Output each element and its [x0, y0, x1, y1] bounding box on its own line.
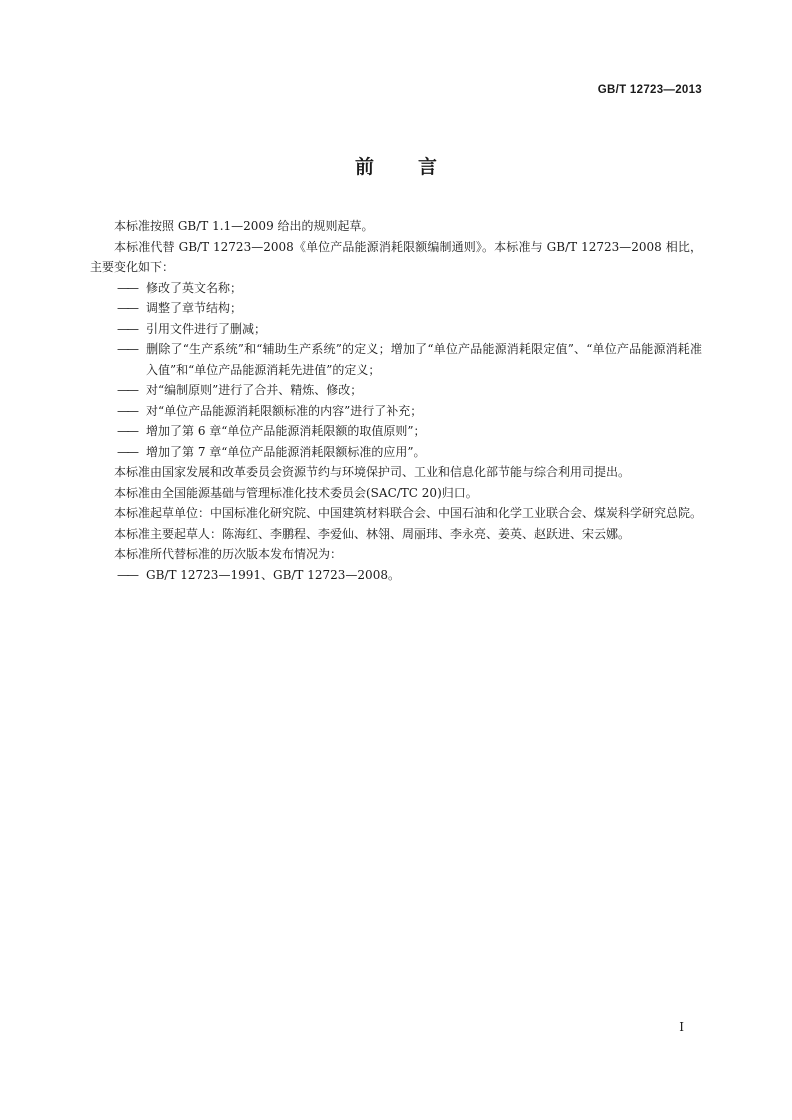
dash-mark: —— — [117, 301, 137, 315]
standard-code: GB/T 12723—2013 — [597, 84, 702, 96]
list-item — [90, 380, 702, 401]
page-number: I — [679, 1020, 684, 1034]
list-item-text: 修改了英文名称； — [146, 280, 243, 295]
paragraph-drafters: 本标准主要起草人：陈海红、李鹏程、李爱仙、林翎、周丽玮、李永亮、姜英、赵跃进、宋云娜。 — [114, 526, 631, 541]
list-item-text: 引用文件进行了删减； — [146, 321, 267, 336]
list-item — [90, 442, 702, 463]
list-item — [90, 421, 702, 442]
list-item — [90, 565, 702, 586]
dash-mark: —— — [117, 567, 137, 582]
list-item — [90, 278, 702, 299]
list-item — [90, 339, 702, 380]
dash-mark: —— — [117, 342, 137, 356]
list-item-text: 对“编制原则”进行了合并、精炼、修改； — [146, 383, 363, 397]
paragraph-replacement: 本标准代替 GB/T 12723—2008《单位产品能源消耗限额编制通则》。本标准与 GB/T 12723—2008 相比，主要变化如下： — [90, 239, 702, 274]
dash-mark: —— — [117, 383, 137, 397]
dash-mark: —— — [117, 321, 137, 336]
paragraph-drafting-units: 本标准起草单位：中国标准化研究院、中国建筑材料联合会、中国石油和化学工业联合会、煤炭科学研究总院。 — [114, 506, 703, 520]
paragraph-history-intro: 本标准所代替标准的历次版本发布情况为： — [114, 547, 343, 561]
list-item — [90, 401, 702, 422]
list-item — [90, 319, 702, 340]
history-list — [90, 565, 702, 586]
dash-mark: —— — [117, 280, 137, 295]
list-item-text: GB/T 12723—1991、GB/T 12723—2008。 — [146, 567, 400, 582]
paragraph-drafting-rules: 本标准按照 GB/T 1.1—2009 给出的规则起草。 — [114, 219, 374, 233]
list-item-text: 对“单位产品能源消耗限额标准的内容”进行了补充； — [146, 403, 423, 418]
paragraph-committee: 本标准由全国能源基础与管理标准化技术委员会(SAC/TC 20)归口。 — [114, 485, 478, 500]
list-item-text: 调整了章节结构； — [146, 301, 243, 315]
changes-list — [90, 278, 702, 463]
list-item-text: 删除了“生产系统”和“辅助生产系统”的定义；增加了“单位产品能源消耗限定值”、“单位产品能源消耗准入值”和“单位产品能源消耗先进值”的定义； — [146, 342, 702, 377]
list-item-text: 增加了第 7 章“单位产品能源消耗限额标准的应用”。 — [146, 444, 426, 459]
dash-mark: —— — [117, 403, 137, 418]
foreword-body — [90, 216, 702, 585]
paragraph-proposer: 本标准由国家发展和改革委员会资源节约与环境保护司、工业和信息化部节能与综合利用司提出。 — [114, 465, 631, 479]
dash-mark: —— — [117, 444, 137, 459]
list-item-text: 增加了第 6 章“单位产品能源消耗限额的取值原则”； — [146, 424, 426, 438]
list-item — [90, 298, 702, 319]
page-title: 前言 — [354, 156, 481, 178]
dash-mark: —— — [117, 424, 137, 438]
